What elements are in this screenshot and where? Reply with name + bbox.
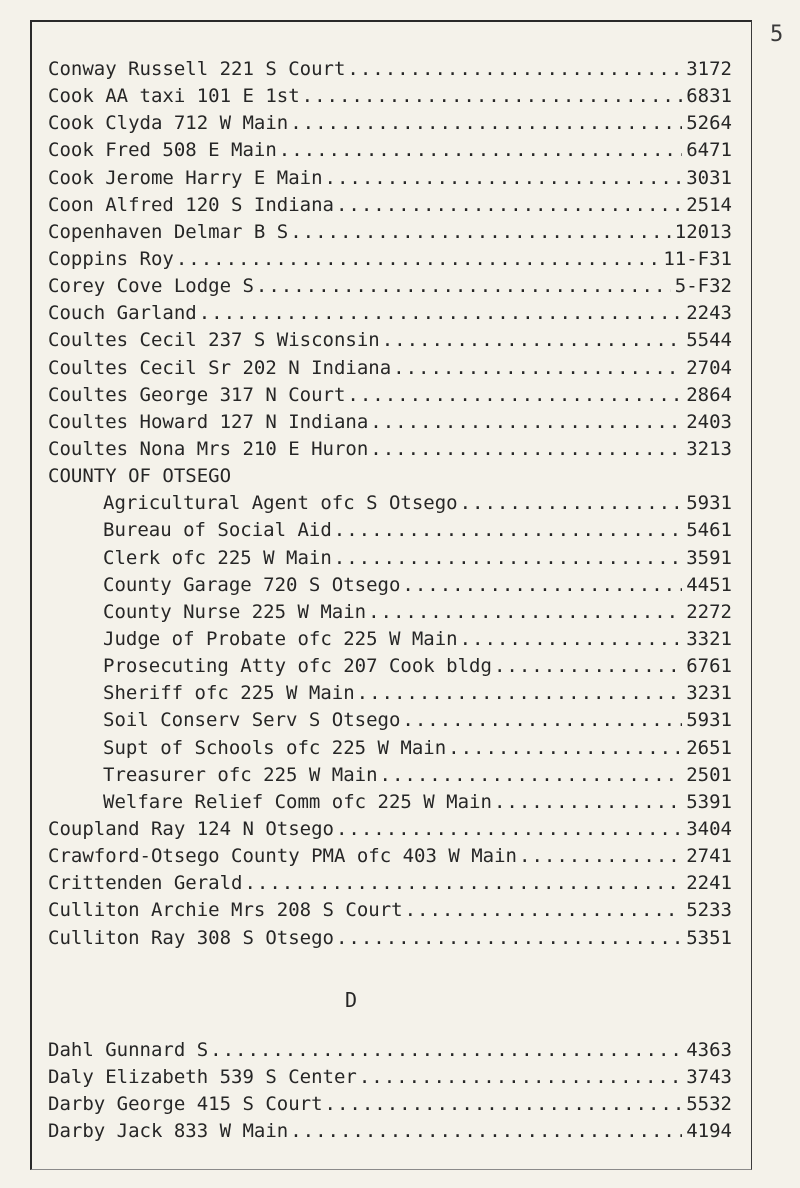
- dot-leader: [368, 411, 682, 433]
- county-header: COUNTY OF OTSEGO: [48, 465, 232, 488]
- entry-number: 6761: [686, 655, 732, 678]
- entry-number: 2741: [686, 845, 732, 868]
- entry-number: 2272: [686, 600, 732, 623]
- entry-number: 4363: [686, 1039, 732, 1061]
- directory-entry: [48, 709, 732, 736]
- entry-name: Soil Conserv Serv S Otsego: [103, 709, 401, 732]
- entry-name: Cook Jerome Harry E Main: [48, 166, 323, 189]
- entry-number: 2403: [686, 410, 732, 433]
- dot-leader: [332, 547, 682, 569]
- directory-entry: [48, 655, 732, 682]
- dot-leader: [391, 357, 682, 379]
- directory-entry: [48, 492, 732, 519]
- dot-leader: [400, 709, 682, 731]
- entry-number: 5391: [686, 790, 732, 813]
- entry-name: Dahl Gunnard S: [48, 1039, 209, 1061]
- entry-number: 3031: [686, 166, 732, 189]
- directory-entry: [48, 872, 732, 899]
- dot-leader: [400, 574, 682, 596]
- directory-entry: [48, 1066, 732, 1093]
- directory-entry: [48, 1039, 732, 1066]
- entry-number: 3231: [686, 682, 732, 705]
- entry-number: 3213: [686, 437, 732, 460]
- entry-number: 2651: [686, 736, 732, 759]
- directory-entry: [48, 899, 732, 926]
- dot-leader: [334, 927, 682, 949]
- directory-entry: [48, 302, 732, 329]
- entry-number: 5931: [686, 492, 732, 515]
- entry-number: 4194: [686, 1120, 732, 1143]
- dot-leader: [380, 329, 683, 351]
- entry-number: 3172: [686, 58, 732, 80]
- dot-leader: [357, 1066, 682, 1088]
- dot-leader: [208, 1039, 682, 1061]
- entry-name: Welfare Relief Comm ofc 225 W Main: [103, 790, 492, 813]
- entry-name: Coultes Cecil 237 S Wisconsin: [48, 329, 380, 352]
- entry-name: Culliton Ray 308 S Otsego: [48, 926, 334, 949]
- directory-list-c: [48, 58, 732, 954]
- dot-leader: [242, 872, 682, 894]
- directory-entry: [48, 438, 732, 465]
- entry-name: Coon Alfred 120 S Indiana: [48, 193, 334, 216]
- entry-number: 5351: [686, 926, 732, 949]
- directory-list-d: [48, 1039, 732, 1148]
- directory-entry: [48, 85, 732, 112]
- dot-leader: [517, 845, 682, 867]
- entry-name: Cook AA taxi 101 E 1st: [48, 85, 300, 108]
- entry-name: Crawford-Otsego County PMA ofc 403 W Main: [48, 845, 517, 868]
- entry-number: 2501: [686, 763, 732, 786]
- directory-entry: [48, 927, 732, 954]
- directory-entry: [48, 221, 732, 248]
- entry-name: County Garage 720 S Otsego: [103, 573, 401, 596]
- entry-name: Couch Garland: [48, 302, 197, 325]
- directory-entry: [48, 58, 732, 85]
- dot-leader: [288, 112, 682, 134]
- directory-entry: [48, 574, 732, 601]
- dot-leader: [332, 519, 682, 541]
- entry-name: Darby George 415 S Court: [48, 1093, 323, 1116]
- entry-name: Agricultural Agent ofc S Otsego: [103, 492, 458, 515]
- entry-name: Bureau of Social Aid: [103, 519, 332, 542]
- entry-number: 2243: [686, 302, 732, 325]
- dot-leader: [334, 818, 682, 840]
- entry-name: Clerk ofc 225 W Main: [103, 546, 332, 569]
- entry-number: 3321: [686, 627, 732, 650]
- entry-number: 5544: [686, 329, 732, 352]
- dot-leader: [492, 791, 682, 813]
- directory-entry: [48, 601, 732, 628]
- entry-number: 5-F32: [674, 275, 732, 298]
- dot-leader: [254, 275, 671, 297]
- entry-name: Coultes Nona Mrs 210 E Huron: [48, 437, 369, 460]
- entry-number: 11-F31: [663, 247, 732, 270]
- directory-entry: [48, 737, 732, 764]
- dot-leader: [403, 899, 683, 921]
- dot-leader: [345, 58, 682, 80]
- directory-entry: [48, 1120, 732, 1147]
- dot-leader: [446, 737, 682, 759]
- entry-name: Conway Russell 221 S Court: [48, 58, 346, 80]
- entry-number: 5532: [686, 1093, 732, 1116]
- entry-number: 2864: [686, 383, 732, 406]
- dot-leader: [368, 438, 682, 460]
- entry-name: Coultes Howard 127 N Indiana: [48, 410, 369, 433]
- entry-number: 3404: [686, 817, 732, 840]
- entry-number: 2704: [686, 356, 732, 379]
- directory-entry: [48, 411, 732, 438]
- entry-number: 3591: [686, 546, 732, 569]
- dot-leader: [323, 167, 683, 189]
- dot-leader: [366, 601, 682, 623]
- entry-number: 5264: [686, 112, 732, 135]
- dot-leader: [288, 1120, 682, 1142]
- entry-name: Coupland Ray 124 N Otsego: [48, 817, 334, 840]
- entry-number: 5931: [686, 709, 732, 732]
- entry-number: 6471: [686, 139, 732, 162]
- entry-name: Coppins Roy: [48, 247, 174, 270]
- dot-leader: [378, 764, 683, 786]
- directory-entry: [48, 547, 732, 574]
- directory-entry: [48, 628, 732, 655]
- entry-number: 3743: [686, 1066, 732, 1089]
- entry-name: County Nurse 225 W Main: [103, 600, 367, 623]
- page-number: 5: [770, 22, 784, 47]
- directory-entry: [48, 194, 732, 221]
- entry-number: 5233: [686, 899, 732, 922]
- dot-leader: [458, 628, 683, 650]
- directory-entry: [48, 1093, 732, 1120]
- entry-name: Treasurer ofc 225 W Main: [103, 763, 378, 786]
- entry-name: Prosecuting Atty ofc 207 Cook bldg: [103, 655, 492, 678]
- directory-entry: [48, 112, 732, 139]
- directory-entry: [48, 384, 732, 411]
- entry-name: Corey Cove Lodge S: [48, 275, 254, 298]
- entry-name: Coultes George 317 N Court: [48, 383, 346, 406]
- entry-name: Supt of Schools ofc 225 W Main: [103, 736, 447, 759]
- directory-entry: [48, 139, 732, 166]
- entry-name: Daly Elizabeth 539 S Center: [48, 1066, 357, 1089]
- entry-name: Cook Fred 508 E Main: [48, 139, 277, 162]
- dot-leader: [345, 384, 682, 406]
- entry-number: 2241: [686, 872, 732, 895]
- dot-leader: [300, 85, 683, 107]
- dot-leader: [288, 221, 671, 243]
- entry-name: Copenhaven Delmar B S: [48, 220, 289, 243]
- directory-entry: [48, 764, 732, 791]
- entry-name: Culliton Archie Mrs 208 S Court: [48, 899, 403, 922]
- entry-number: 6831: [686, 85, 732, 108]
- entry-number: 12013: [674, 220, 732, 243]
- dot-leader: [334, 194, 682, 216]
- entry-name: Coultes Cecil Sr 202 N Indiana: [48, 356, 392, 379]
- directory-entry: [48, 357, 732, 384]
- directory-entry: [48, 275, 732, 302]
- entry-name: Judge of Probate ofc 225 W Main: [103, 627, 458, 650]
- entry-name: Cook Clyda 712 W Main: [48, 112, 289, 135]
- dot-leader: [492, 655, 682, 677]
- dot-leader: [174, 248, 660, 270]
- dot-leader: [323, 1093, 683, 1115]
- entry-name: Crittenden Gerald: [48, 872, 243, 895]
- entry-name: Sheriff ofc 225 W Main: [103, 682, 355, 705]
- entry-number: 2514: [686, 193, 732, 216]
- dot-leader: [197, 302, 683, 324]
- directory-entry: [48, 519, 732, 546]
- directory-entry: [48, 845, 732, 872]
- directory-entry: [48, 167, 732, 194]
- dot-leader: [277, 139, 682, 161]
- entry-name: Darby Jack 833 W Main: [48, 1120, 289, 1143]
- dot-leader: [355, 682, 683, 704]
- dot-leader: [458, 492, 683, 514]
- directory-entry: [48, 791, 732, 818]
- directory-entry: [48, 818, 732, 845]
- directory-entry: [48, 329, 732, 356]
- directory-entry: [48, 248, 732, 275]
- entry-number: 5461: [686, 519, 732, 542]
- entry-number: 4451: [686, 573, 732, 596]
- directory-entry: [48, 682, 732, 709]
- section-letter: D: [345, 988, 358, 1012]
